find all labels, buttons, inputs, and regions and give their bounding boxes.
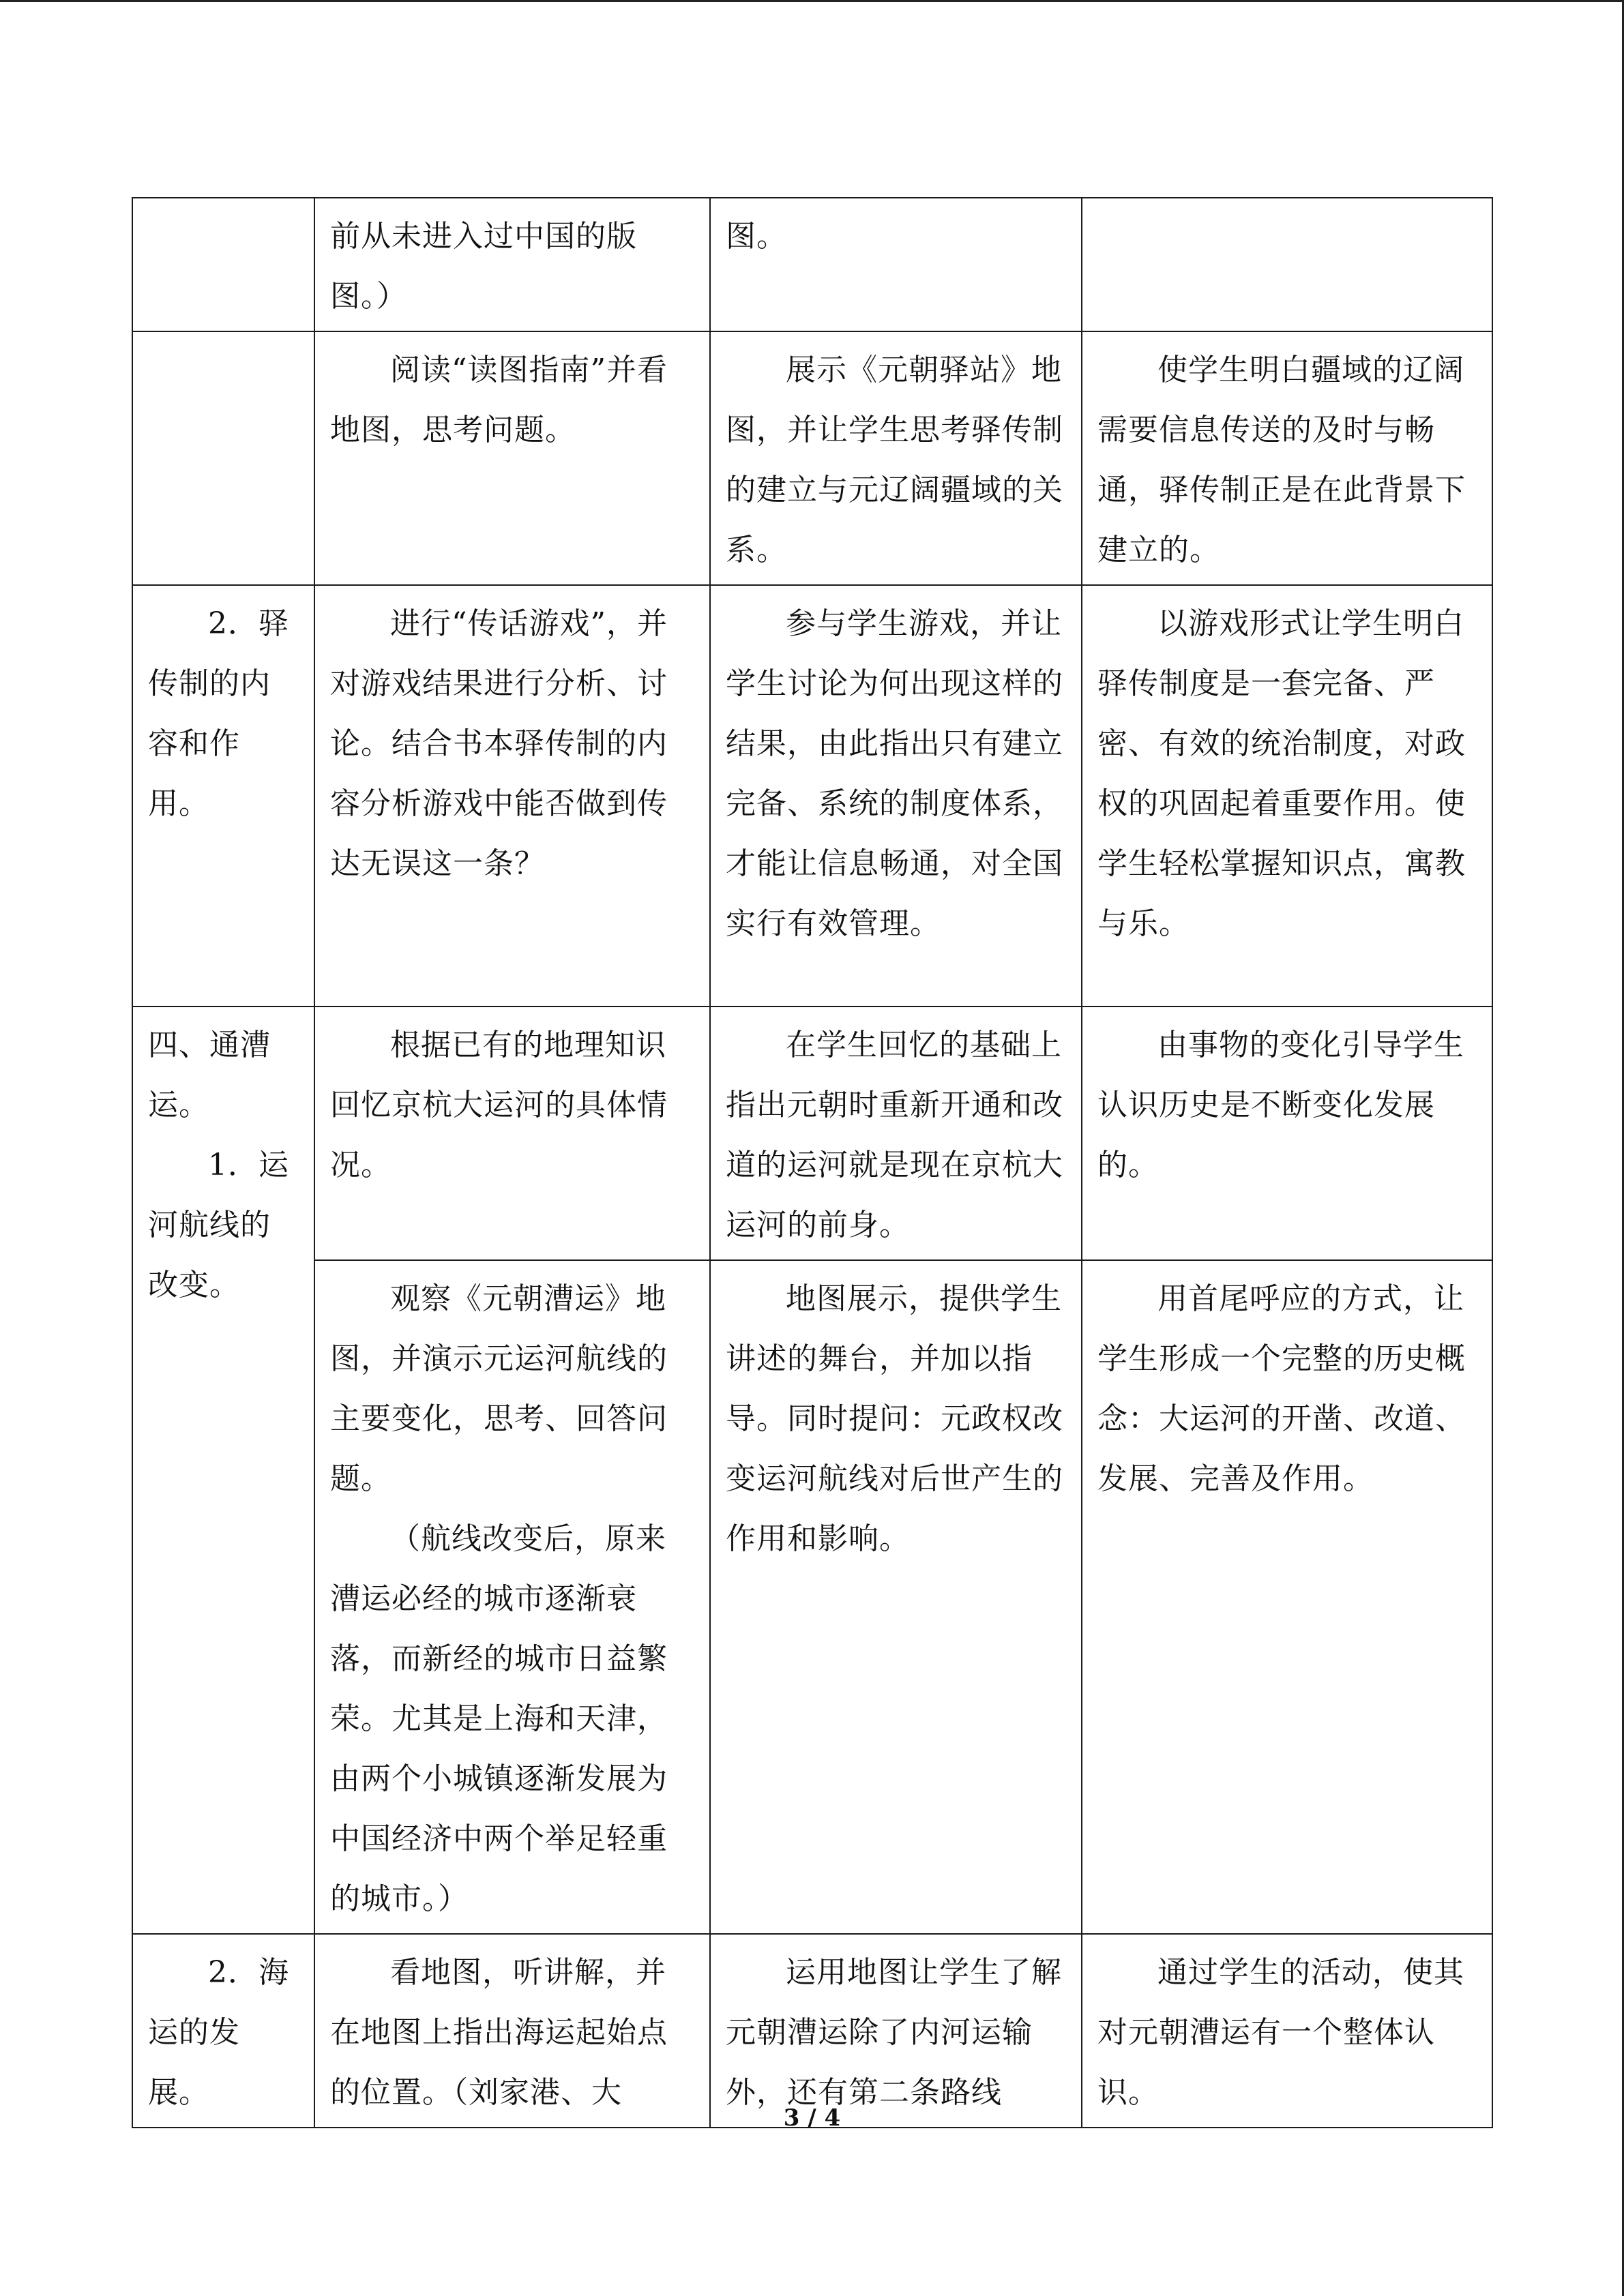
cell-paragraph: 参与学生游戏，并让学生讨论为何出现这样的结果，由此指出只有建立完备、系统的制度体系，才能让信息畅通，对全国实行有效管理。 — [726, 606, 1063, 941]
cell-paragraph: 地图展示，提供学生讲述的舞台，并加以指导。同时提问：元政权改变运河航线对后世产生的作用和影响。 — [726, 1281, 1063, 1556]
design-intent-cell — [1082, 585, 1492, 1007]
stage-cell — [132, 198, 314, 331]
cell-paragraph: 进行“传话游戏”，并对游戏结果进行分析、讨论。结合书本驿传制的内容分析游戏中能否做到传达无误这一条？ — [330, 606, 668, 881]
cell-paragraph: 图。 — [726, 219, 787, 254]
student-activity-cell — [314, 585, 710, 1007]
table-row — [132, 585, 1492, 1007]
cell-paragraph: 四、通漕运。 — [148, 1028, 271, 1122]
teacher-activity-cell — [710, 1260, 1082, 1934]
cell-paragraph: 阅读“读图指南”并看地图，思考问题。 — [330, 353, 668, 447]
teacher-activity-cell — [710, 1934, 1082, 2128]
table-row — [132, 198, 1492, 331]
teacher-activity-cell — [710, 585, 1082, 1007]
table-row — [132, 331, 1492, 585]
cell-paragraph: 运用地图让学生了解元朝漕运除了内河运输外，还有第二条路线 — [726, 1955, 1062, 2110]
cell-paragraph: 2．海运的发展。 — [148, 1955, 289, 2110]
cell-paragraph: 看地图，听讲解，并在地图上指出海运起始点的位置。（刘家港、大 — [330, 1955, 668, 2110]
student-activity-cell — [314, 198, 710, 331]
design-intent-cell — [1082, 331, 1492, 585]
cell-paragraph: 使学生明白疆域的辽阔需要信息传送的及时与畅通，驿传制正是在此背景下建立的。 — [1097, 353, 1466, 567]
cell-paragraph: （航线改变后，原来漕运必经的城市逐渐衰落，而新经的城市日益繁荣。尤其是上海和天津，由两个小城镇逐渐发展为中国经济中两个举足轻重的城市。） — [330, 1521, 668, 1916]
stage-cell — [132, 1007, 314, 1934]
cell-paragraph: 由事物的变化引导学生认识历史是不断变化发展的。 — [1097, 1028, 1464, 1182]
stage-cell — [132, 331, 314, 585]
page-number: 3 / 4 — [783, 2104, 841, 2132]
table-row — [132, 1260, 1492, 1934]
cell-paragraph: 1．运河航线的改变。 — [148, 1148, 289, 1302]
cell-paragraph: 在学生回忆的基础上指出元朝时重新开通和改道的运河就是现在京杭大运河的前身。 — [726, 1028, 1063, 1242]
cell-paragraph: 用首尾呼应的方式，让学生形成一个完整的历史概念：大运河的开凿、改道、发展、完善及作用。 — [1097, 1281, 1466, 1496]
design-intent-cell — [1082, 1934, 1492, 2128]
cell-paragraph: 展示《元朝驿站》地图，并让学生思考驿传制的建立与元辽阔疆域的关系。 — [726, 353, 1063, 567]
design-intent-cell — [1082, 1007, 1492, 1260]
table-row — [132, 1934, 1492, 2128]
design-intent-cell — [1082, 198, 1492, 331]
teacher-activity-cell — [710, 331, 1082, 585]
stage-cell — [132, 1934, 314, 2128]
student-activity-cell — [314, 1007, 710, 1260]
student-activity-cell — [314, 331, 710, 585]
teacher-activity-cell — [710, 198, 1082, 331]
cell-paragraph: 通过学生的活动，使其对元朝漕运有一个整体认识。 — [1097, 1955, 1464, 2110]
cell-paragraph: 根据已有的地理知识回忆京杭大运河的具体情况。 — [330, 1028, 668, 1182]
page-top-border — [0, 0, 1624, 2]
lesson-plan-table — [132, 197, 1493, 2128]
table-row — [132, 1007, 1492, 1260]
cell-paragraph: 前从未进入过中国的版图。） — [330, 219, 637, 314]
cell-paragraph: 观察《元朝漕运》地图，并演示元运河航线的主要变化，思考、回答问题。 — [330, 1281, 668, 1496]
cell-paragraph: 2．驿传制的内容和作用。 — [148, 606, 289, 821]
cell-paragraph: 以游戏形式让学生明白驿传制度是一套完备、严密、有效的统治制度，对政权的巩固起着重要作用。使学生轻松掌握知识点，寓教与乐。 — [1097, 606, 1466, 941]
student-activity-cell — [314, 1260, 710, 1934]
stage-cell — [132, 585, 314, 1007]
student-activity-cell — [314, 1934, 710, 2128]
teacher-activity-cell — [710, 1007, 1082, 1260]
design-intent-cell — [1082, 1260, 1492, 1934]
